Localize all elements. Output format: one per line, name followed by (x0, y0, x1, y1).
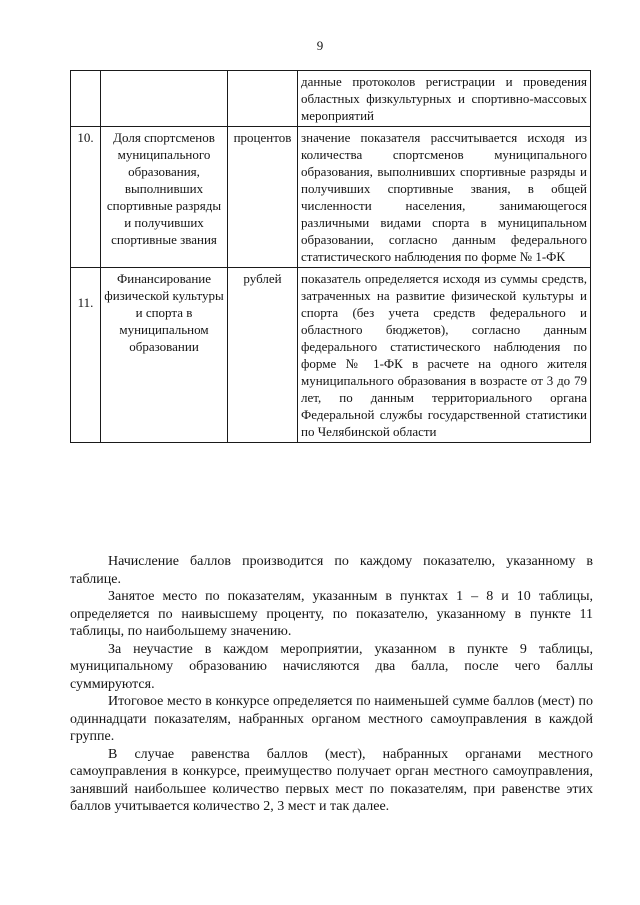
table-row (71, 71, 591, 127)
indicator-name: Финансирование физической культуры и спорта в муниципальном образовании (101, 268, 228, 443)
paragraph: За неучастие в каждом мероприятии, указанном в пункте 9 таблицы, муниципальному образованию начисляются два балла, после чего баллы суммируются. (70, 641, 593, 692)
indicators-table (70, 70, 591, 443)
indicator-name (101, 71, 228, 127)
paragraph: Начисление баллов производится по каждому показателю, указанному в таблице. (70, 554, 593, 587)
page-number: 9 (316, 38, 324, 53)
paragraph: В случае равенства баллов (мест), набранных органами местного самоуправления в конкурсе, преимущество получает орган местного самоуправления, занявший наибольшее количество первых мест по показателям, при равенстве этих баллов учитывается количество 2, 3 мест и так далее. (70, 746, 593, 814)
indicator-description: показатель определяется исходя из суммы средств, затраченных на развитие физической культуры и спорта (без учета средств федерального и областного бюджетов), согласно данным федерального статистического наблюдения по форме № 1-ФК в расчете на одного жителя муниципального образования в возрасте от 3 до 79 лет, по данным территориального органа Федеральной службы государственной статистики по Челябинской области (298, 268, 591, 443)
unit-of-measure: процентов (228, 127, 298, 268)
indicator-name: Доля спортсменов муниципального образования, выполнивших спортивные разряды и получивших спортивные звания (101, 127, 228, 268)
unit-of-measure (228, 71, 298, 127)
table-row (71, 127, 591, 268)
row-number (71, 71, 101, 127)
indicator-description: данные протоколов регистрации и проведения областных физкультурных и спортивно-массовых мероприятий (298, 71, 591, 127)
row-number: 10. (71, 127, 101, 268)
paragraph: Занятое место по показателям, указанным в пунктах 1 – 8 и 10 таблицы, определяется по наивысшему проценту, по показателю, указанному в пункте 11 таблицы, по наибольшему значению. (70, 589, 593, 639)
paragraph: Итоговое место в конкурсе определяется по наименьшей сумме баллов (мест) по одиннадцати показателям, набранных органом местного самоуправления в каждой группе. (70, 694, 593, 744)
unit-of-measure: рублей (228, 268, 298, 443)
body-text (70, 553, 593, 816)
table-row (71, 268, 591, 443)
row-number: 11. (71, 268, 101, 443)
indicator-description: значение показателя рассчитывается исходя из количества спортсменов муниципального образования, выполнивших спортивные разряды и получивших спортивные звания, в общей численности населения, занимающегося различными видами спорта в муниципальном образовании, согласно данным федерального статистического наблюдения по форме № 1-ФК (298, 127, 591, 268)
